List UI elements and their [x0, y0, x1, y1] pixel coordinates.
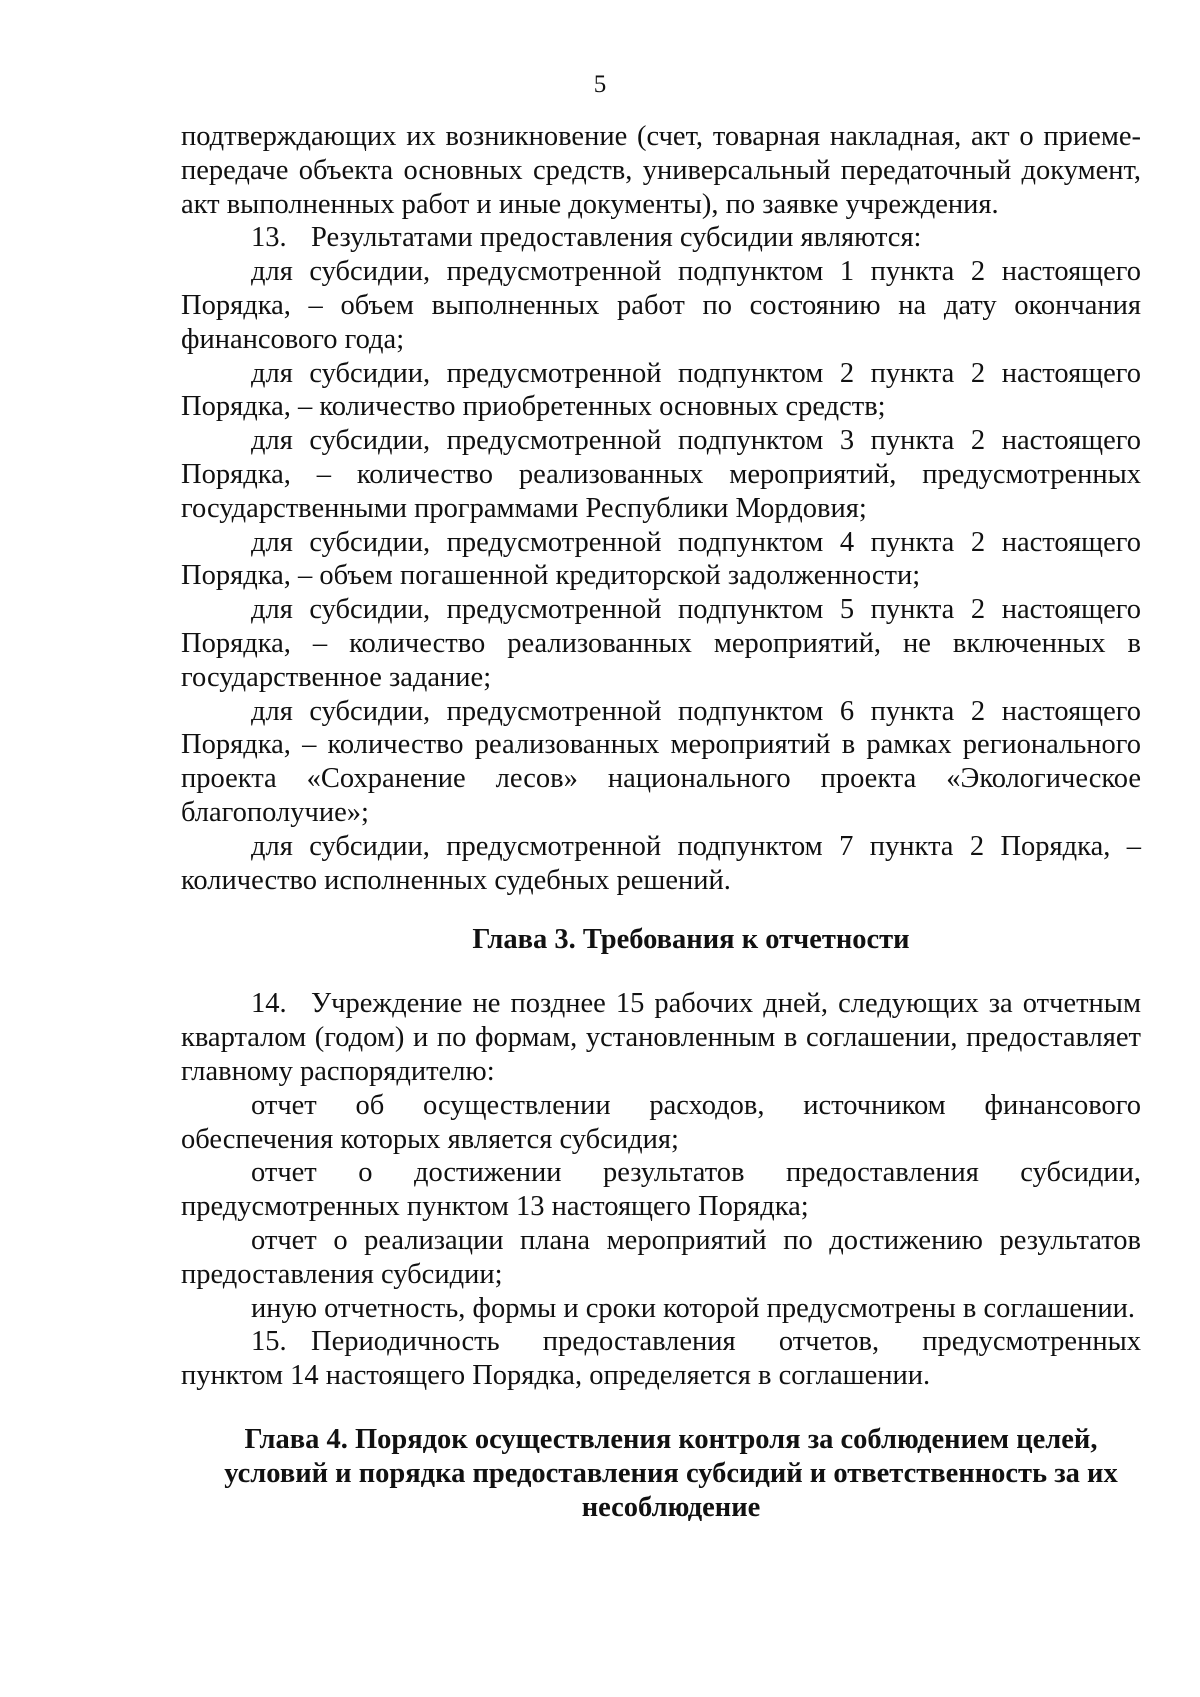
paragraph-text: Периодичность предоставления отчетов, предусмотренных пунктом 14 настоящего Порядка, определяется в соглашении. — [181, 1326, 1141, 1392]
paragraph-result-1: для субсидии, предусмотренной подпунктом 1 пункта 2 настоящего Порядка, – объем выполненных работ по состоянию на дату окончания финансового года; — [181, 256, 1141, 355]
paragraph-text: Результатами предоставления субсидии являются: — [311, 222, 922, 254]
paragraph-result-2: для субсидии, предусмотренной подпунктом 2 пункта 2 настоящего Порядка, – количество приобретенных основных средств; — [181, 357, 1141, 423]
item-number: 14. — [251, 988, 287, 1020]
document-body — [181, 120, 1141, 1525]
paragraph-item-13 — [181, 221, 1141, 255]
paragraph-result-7: для субсидии, предусмотренной подпунктом 7 пункта 2 Порядка, – количество исполненных судебных решений. — [181, 830, 1141, 896]
page-number: 5 — [593, 71, 607, 98]
paragraph-result-4: для субсидии, предусмотренной подпунктом 4 пункта 2 настоящего Порядка, – объем погашенной кредиторской задолженности; — [181, 526, 1141, 592]
paragraph-report-2: отчет о достижении результатов предоставления субсидии, предусмотренных пунктом 13 настоящего Порядка; — [181, 1157, 1141, 1223]
chapter-4-heading: Глава 4. Порядок осуществления контроля за соблюдением целей, условий и порядка предоставления субсидий и ответственность за их несоблюдение — [224, 1423, 1118, 1523]
item-number: 13. — [251, 222, 287, 254]
paragraph-result-6: для субсидии, предусмотренной подпунктом 6 пункта 2 настоящего Порядка, – количество реализованных мероприятий в рамках регионального проекта «Сохранение лесов» национального проекта «Экологическое благополучие»; — [181, 695, 1141, 828]
chapter-3-heading: Глава 3. Требования к отчетности — [472, 924, 910, 956]
paragraph-result-3: для субсидии, предусмотренной подпунктом 3 пункта 2 настоящего Порядка, – количество реализованных мероприятий, предусмотренных государственными программами Республики Мордовия; — [181, 425, 1141, 524]
paragraph-report-1: отчет об осуществлении расходов, источником финансового обеспечения которых является субсидия; — [181, 1089, 1141, 1155]
item-number: 15. — [251, 1326, 287, 1358]
paragraph-item-14 — [181, 987, 1141, 1088]
paragraph-report-3: отчет о реализации плана мероприятий по достижению результатов предоставления субсидии; — [181, 1224, 1141, 1290]
paragraph-item-15 — [181, 1325, 1141, 1393]
paragraph-result-5: для субсидии, предусмотренной подпунктом 5 пункта 2 настоящего Порядка, – количество реализованных мероприятий, не включенных в государственное задание; — [181, 594, 1141, 693]
paragraph-continuation: подтверждающих их возникновение (счет, товарная накладная, акт о приеме-передаче объекта основных средств, универсальный передаточный документ, акт выполненных работ и иные документы), по заявке учреждения. — [181, 121, 1141, 220]
paragraph-text: Учреждение не позднее 15 рабочих дней, следующих за отчетным кварталом (годом) и по формам, установленным в соглашении, предоставляет главному распорядителю: — [181, 988, 1141, 1087]
paragraph-report-4: иную отчетность, формы и сроки которой предусмотрены в соглашении. — [251, 1292, 1135, 1324]
